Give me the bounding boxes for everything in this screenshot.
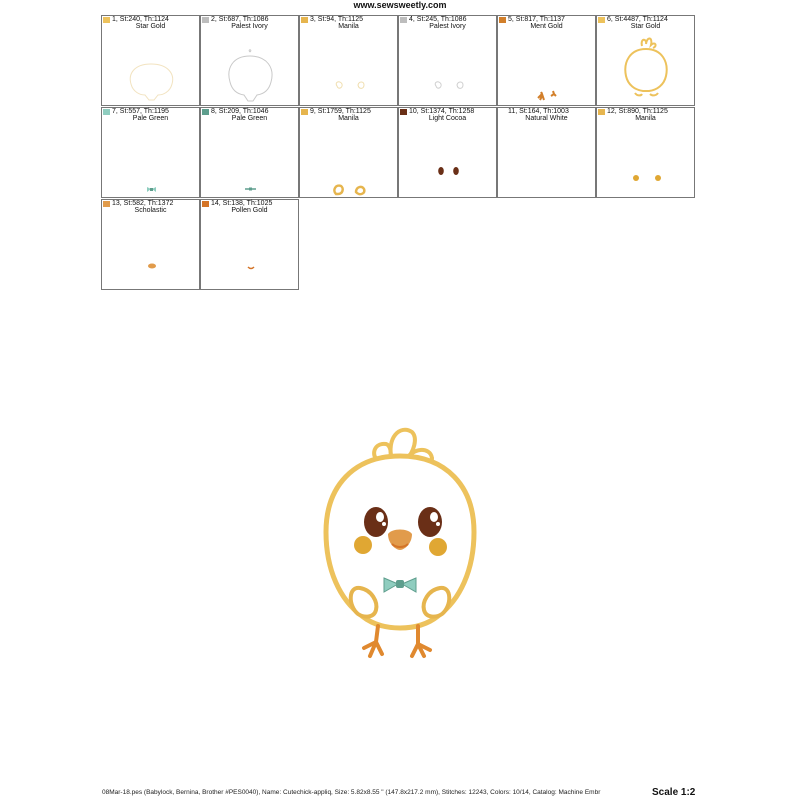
thread-name: Palest Ivory <box>231 23 268 30</box>
color-block-3 <box>299 15 398 106</box>
block-label: 9, St:1759, Th:1125 <box>310 108 371 115</box>
beak-shadow-icon <box>201 200 300 291</box>
outline-chick-grey-icon <box>201 16 300 107</box>
wing-outlines-icon <box>300 16 399 107</box>
color-block-9 <box>299 107 398 198</box>
block-label: 11, St:164, Th:1003 <box>508 108 569 115</box>
block-label: 7, St:557, Th:1195 <box>112 108 169 115</box>
thread-name: Ment Gold <box>530 23 563 30</box>
block-label: 5, St:817, Th:1137 <box>508 16 565 23</box>
thread-name: Palest Ivory <box>429 23 466 30</box>
block-label: 13, St:582, Th:1372 <box>112 200 174 207</box>
color-block-1 <box>101 15 200 106</box>
thread-name: Manila <box>338 115 359 122</box>
color-block-5 <box>497 15 596 106</box>
cheeks-icon <box>597 108 696 199</box>
color-block-14 <box>200 199 299 290</box>
thread-name: Pale Green <box>231 115 268 122</box>
block-label: 8, St:209, Th:1046 <box>211 108 269 115</box>
site-url: www.sewsweetly.com <box>353 0 447 10</box>
color-block-6 <box>596 15 695 106</box>
thread-name: Star Gold <box>135 23 166 30</box>
block-label: 10, St:1374, Th:1258 <box>409 108 475 115</box>
thread-name: Manila <box>635 115 656 122</box>
thread-name: Scholastic <box>134 207 167 214</box>
eyes-icon <box>399 108 498 199</box>
thread-name: Light Cocoa <box>428 115 467 122</box>
thread-name: Star Gold <box>630 23 661 30</box>
color-block-12 <box>596 107 695 198</box>
block-label: 14, St:138, Th:1025 <box>211 200 273 207</box>
block-label: 1, St:240, Th:1124 <box>112 16 169 23</box>
bow-icon <box>102 108 201 199</box>
beak-icon <box>102 200 201 291</box>
block-label: 2, St:687, Th:1086 <box>211 16 269 23</box>
chick-design-image <box>300 420 500 670</box>
color-block-7 <box>101 107 200 198</box>
thread-name: Manila <box>338 23 359 30</box>
block-label: 4, St:245, Th:1086 <box>409 16 467 23</box>
color-block-13 <box>101 199 200 290</box>
color-block-4 <box>398 15 497 106</box>
thread-name: Pollen Gold <box>231 207 268 214</box>
right-cheek <box>429 538 447 556</box>
thread-name: Natural White <box>525 115 568 122</box>
feet-icon <box>364 626 430 656</box>
color-block-8 <box>200 107 299 198</box>
color-block-2 <box>200 15 299 106</box>
feet-icon <box>498 16 597 107</box>
wings-icon <box>300 108 399 199</box>
footer-info: 08Mar-18.pes (Babylock, Bernina, Brother #PES0040), Name: Cutechick-appliq, Size: 5.82x8.55 " (147.8x217.2 mm), Stitches: 12243, Colors: 10/14, Catalog: Machine Embr <box>102 789 601 796</box>
left-cheek <box>354 536 372 554</box>
satin-outline-icon <box>597 16 696 107</box>
color-block-10 <box>398 107 497 198</box>
wing-outlines-grey-icon <box>399 16 498 107</box>
thread-name: Pale Green <box>132 115 169 122</box>
block-label: 12, St:890, Th:1125 <box>607 108 668 115</box>
outline-chick-icon <box>102 16 201 107</box>
bow-detail-icon <box>201 108 300 199</box>
color-block-11 <box>497 107 596 198</box>
block-label: 3, St:94, Th:1125 <box>310 16 364 23</box>
scale-label: Scale 1:2 <box>652 787 696 798</box>
block-label: 6, St:4487, Th:1124 <box>607 16 668 23</box>
